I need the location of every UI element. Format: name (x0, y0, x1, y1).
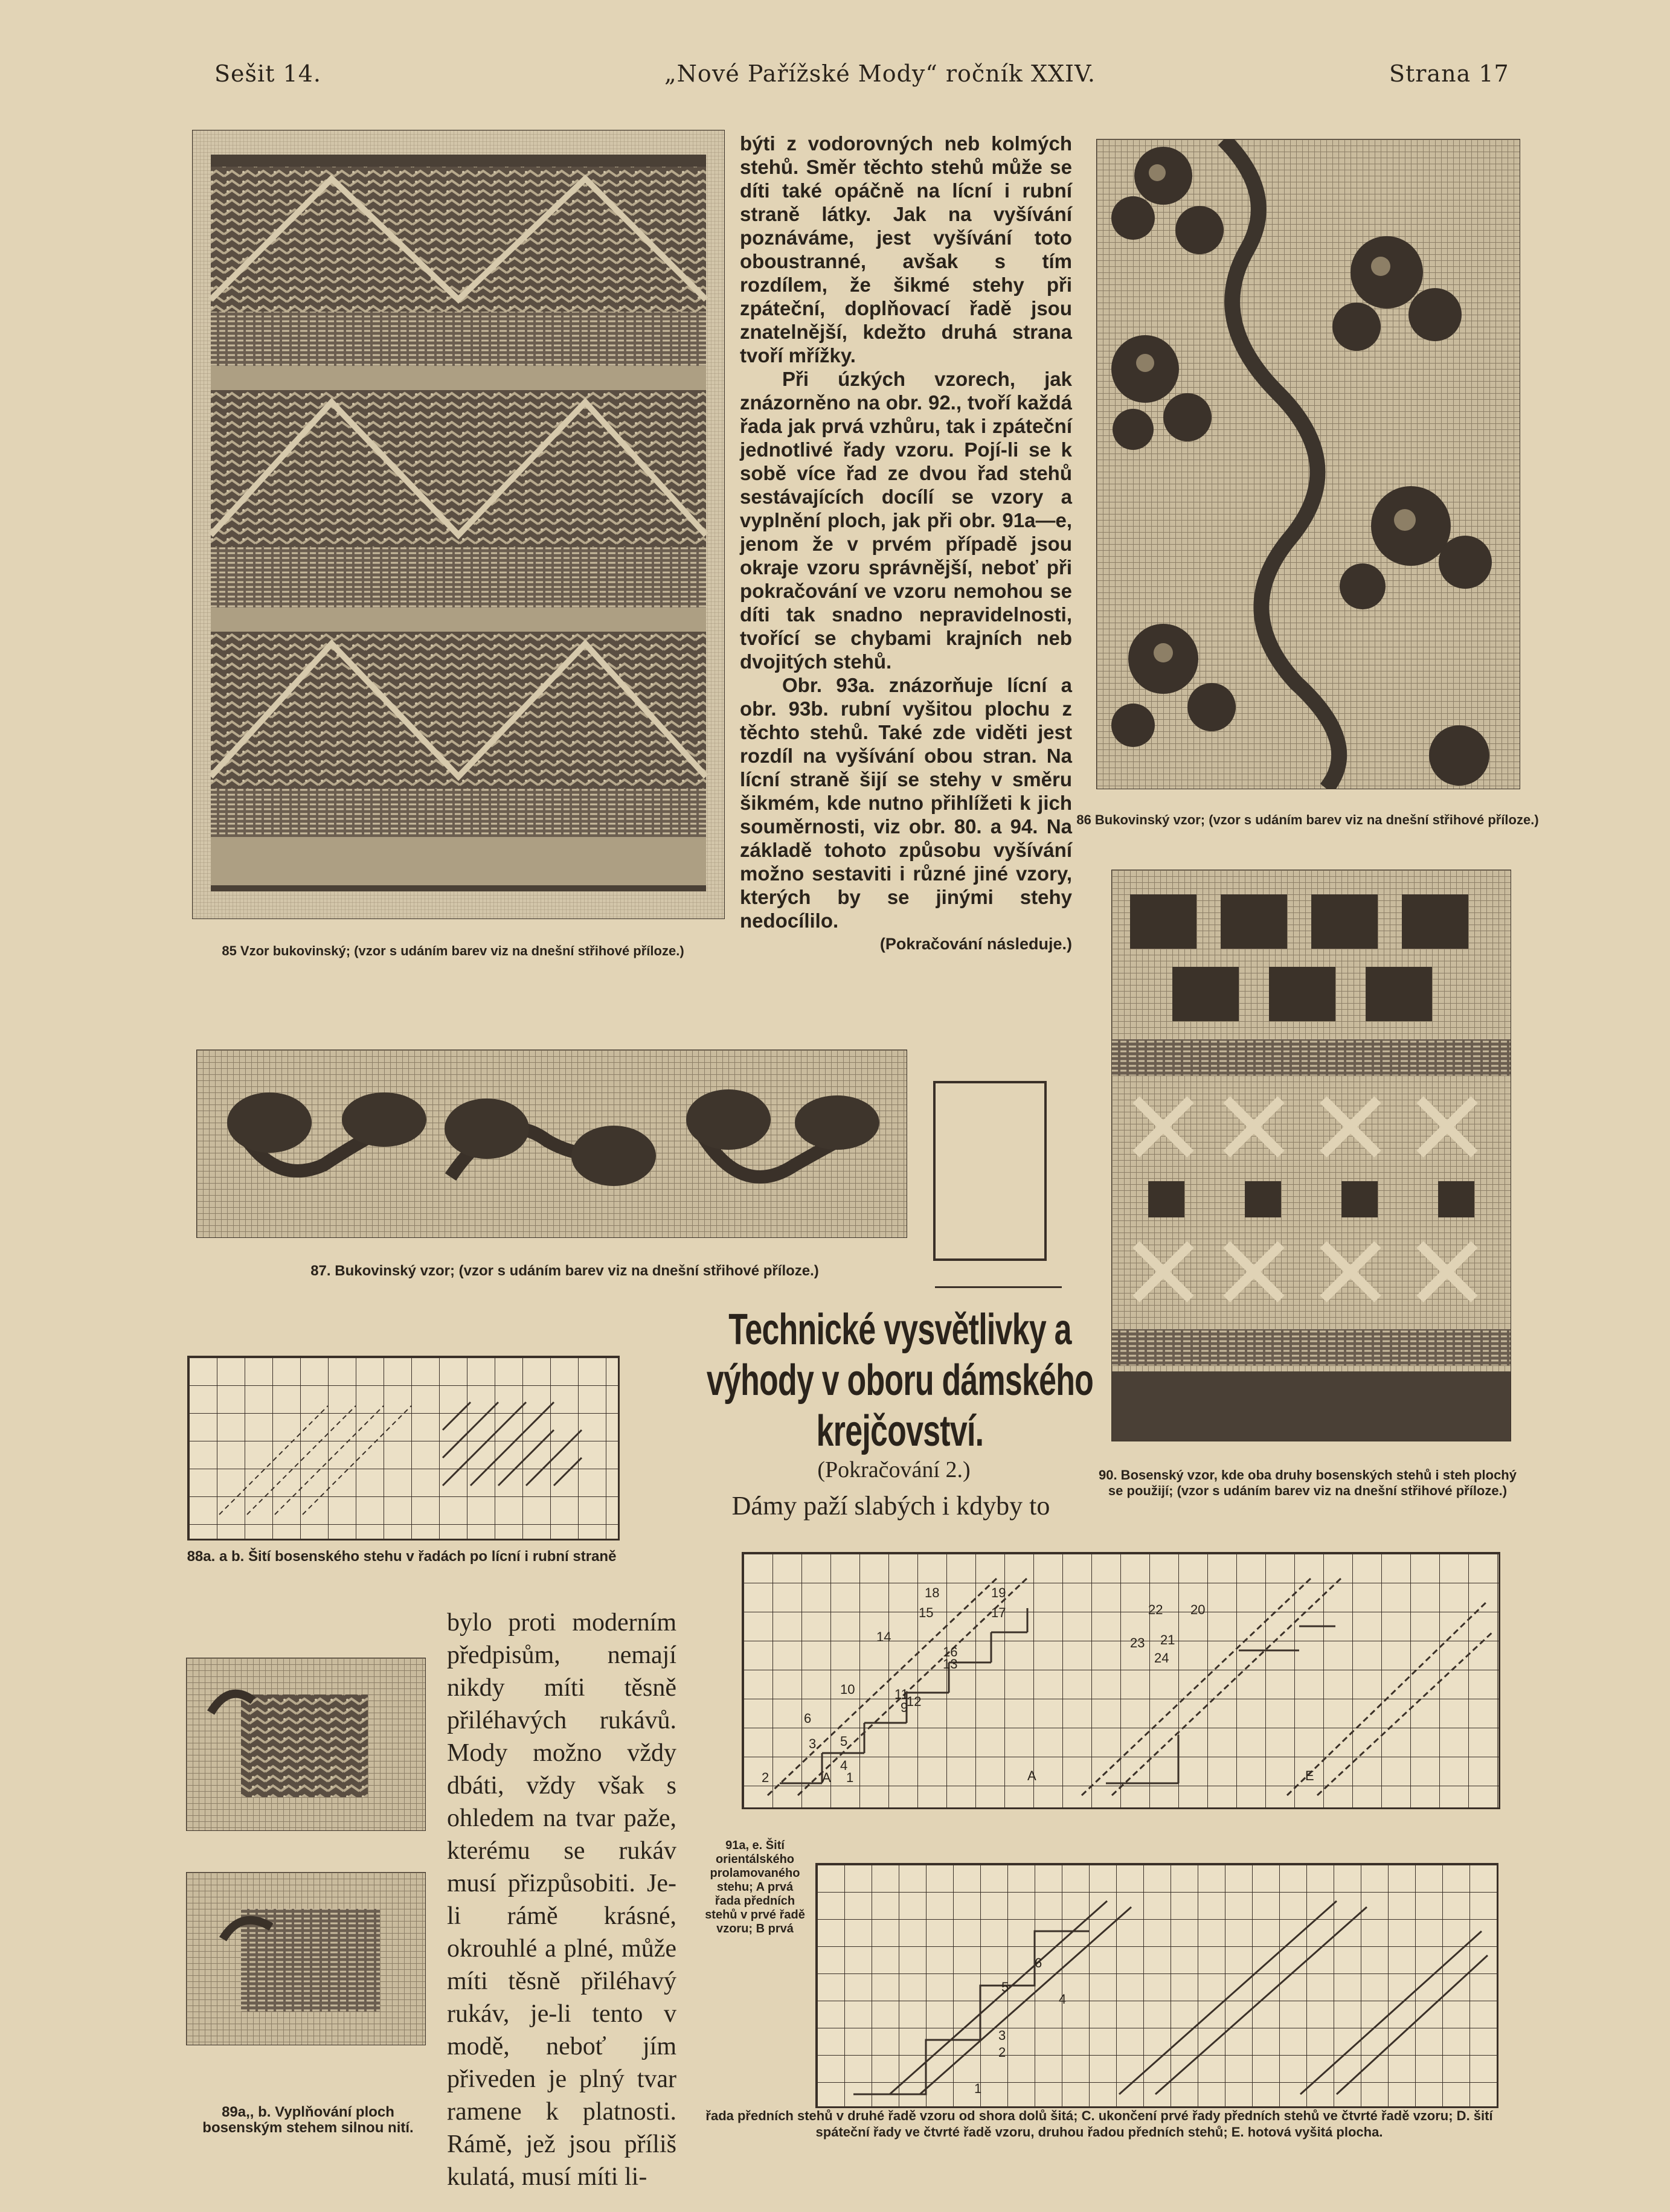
label-18: 18 (925, 1585, 940, 1600)
figure-91-bottom-caption: řada předních stehů v druhé řadě vzoru od shora dolů šitá; C. ukončení prvé řady předních stehů ve čtvrté řadě vzoru; D. šití spáteční řady ve čtvrté řadě vzoru, druhou řadou předních stehů; E. hotová vyšitá plocha. (705, 2108, 1493, 2140)
figure-88-diagram (187, 1356, 620, 1540)
figure-89a-photo (186, 1658, 426, 1831)
label-20: 20 (1190, 1602, 1206, 1617)
label-24: 24 (1154, 1650, 1169, 1665)
label-17: 17 (991, 1605, 1006, 1620)
figure-85-photo (192, 130, 725, 919)
label-4: 4 (840, 1758, 848, 1773)
label-3: 3 (809, 1736, 817, 1751)
label-lower-1: 1 (974, 2081, 982, 2096)
article-top-text (740, 132, 1072, 956)
article-bottom-text: bylo proti moderním předpisům, nemají nikdy míti těsně přiléhavých rukávů. Mody možno vždy dbáti, vždy však s ohledem na tvar paže, kterému se rukáv musí přizpůsobiti. Je-li rámě krásné, okrouhlé a plné, může míti těsně přiléhavý rukáv, je-li tento v modě, neboť jím přiveden je plný tvar ramene k platnosti. Rámě, jež jsou příliš kulatá, musí míti li- (447, 1609, 676, 2191)
figure-90-caption: 90. Bosenský vzor, kde oba druhy bosenských stehů i steh plochý se použijí; (vzor s udáním barev viz na dnešní střihové příloze.) (1098, 1467, 1517, 1498)
label-11: 11 (894, 1687, 908, 1702)
label-lower-3: 3 (998, 2028, 1006, 2043)
figure-91-side-caption: 91a, e. Šití orientálského prolamovaného stehu; A prvá řada předních stehů v prvé řadě vzoru; B prvá (705, 1839, 805, 1935)
header-magazine: „Nové Pařížské Mody“ ročník XXIV. (664, 60, 1096, 87)
label-e: E (1305, 1768, 1314, 1783)
figure-86-photo (1096, 139, 1520, 789)
figure-86-caption: 86 Bukovinský vzor; (vzor s udáním barev viz na dnešní střihové příloze.) (1076, 812, 1539, 827)
figure-86-embroidery (1097, 139, 1520, 789)
header-page: Strana 17 (1389, 60, 1509, 87)
label-a-left: A (822, 1770, 831, 1785)
label-19: 19 (991, 1585, 1006, 1600)
label-5: 5 (840, 1734, 848, 1749)
section-title-line-3: krejčovství. (816, 1407, 984, 1455)
figure-91-lower-grid (817, 1865, 1497, 2106)
article-top-p3: Obr. 93a. znázorňuje lícní a obr. 93b. rubní vyšitou plochu z těchto stehů. Také zde viděti jest rozdíl na vyšívání obou stran. Na lícní straně šijí se stehy v směru šikmém, kde nutno přihlížeti k jich souměrnosti, viz obr. 80. a 94. Na základě tohoto způsobu vyšívání možno sestaviti i různé jiné vzory, kterých by se jinými stehy nedocílilo. (740, 674, 1072, 932)
label-lower-2: 2 (998, 2045, 1006, 2060)
blank-frame (933, 1081, 1047, 1261)
label-14: 14 (876, 1629, 891, 1644)
header-issue: Sešit 14. (214, 60, 321, 87)
label-22: 22 (1148, 1602, 1163, 1617)
figure-85-caption: 85 Vzor bukovinský; (vzor s udáním barev viz na dnešní střihové příloze.) (222, 943, 684, 958)
figure-87-photo (196, 1050, 907, 1238)
article-top-p1: býti z vodorovných neb kolmých stehů. Směr těchto stehů může se díti také opáčně na lícní i rubní straně látky. Jak na vyšívání poznáváme, jest vyšívání toto oboustranné, avšak s tím rozdílem, že šikmé stehy při zpáteční, doplňovací řadě jsou znatelnější, kdežto druhá strana tvoří mřížky. (740, 132, 1072, 367)
section-subtitle: (Pokračování 2.) (817, 1457, 971, 1483)
label-12: 12 (907, 1694, 922, 1709)
label-16: 16 (943, 1644, 958, 1659)
section-title-line-2: výhody v oboru dámského (706, 1356, 1094, 1405)
figure-89a-embroidery (187, 1658, 425, 1830)
label-6: 6 (804, 1711, 812, 1726)
figure-87-embroidery (197, 1050, 907, 1237)
label-10: 10 (840, 1682, 855, 1697)
figure-91-upper-diagram (742, 1552, 1500, 1809)
figure-88-grid (189, 1358, 618, 1539)
section-title-line-1: Technické vysvětlivky a (728, 1306, 1071, 1354)
figure-89-caption: 89a,, b. Vyplňování ploch bosenským stehem silnou nití. (202, 2104, 414, 2136)
figure-90-embroidery (1112, 870, 1511, 1441)
divider-line (935, 1286, 1062, 1288)
label-lower-5: 5 (1001, 1980, 1009, 1995)
figure-88-caption: 88a. a b. Šití bosenského stehu v řadách po lícní i rubní straně (187, 1548, 617, 1565)
article-top-p2: Při úzkých vzorech, jak znázorněno na obr. 92., tvoří každá řada jak prvá vzhůru, tak i zpáteční jednotlivé řady vzoru. Pojí-li se k sobě více řad ze dvou řad stehů sestávajících docílí se vzory a vyplnění ploch, jak při obr. 91a—e, jenom že v prvém případě jsou okraje vzoru správnější, neboť při pokračování ve vzoru nemohou se díti tak snadno nepravidelnosti, tvořící se chybami krajních neb dvojitých stehů. (740, 368, 1072, 673)
figure-91-upper-grid (743, 1554, 1498, 1807)
article-top-continued: (Pokračování následuje.) (879, 935, 1072, 953)
label-13: 13 (943, 1656, 958, 1672)
figure-90-photo (1111, 870, 1511, 1441)
section-lead: Dámy paží slabých i kdyby to (731, 1491, 1050, 1521)
label-2: 2 (762, 1770, 769, 1785)
label-lower-6: 6 (1035, 1955, 1042, 1970)
label-21: 21 (1160, 1632, 1175, 1647)
label-a-right: A (1027, 1768, 1036, 1783)
label-1: 1 (846, 1770, 854, 1785)
figure-91-lower-diagram (815, 1863, 1498, 2108)
label-9: 9 (901, 1700, 908, 1715)
label-15: 15 (919, 1605, 934, 1620)
figure-85-embroidery (193, 130, 724, 918)
section-title (682, 1304, 1117, 1457)
figure-87-caption: 87. Bukovinský vzor; (vzor s udáním barev viz na dnešní střihové příloze.) (310, 1263, 819, 1279)
figure-89b-embroidery (187, 1873, 425, 2045)
label-lower-4: 4 (1059, 1992, 1067, 2007)
figure-89b-photo (186, 1872, 426, 2045)
label-23: 23 (1130, 1635, 1145, 1650)
